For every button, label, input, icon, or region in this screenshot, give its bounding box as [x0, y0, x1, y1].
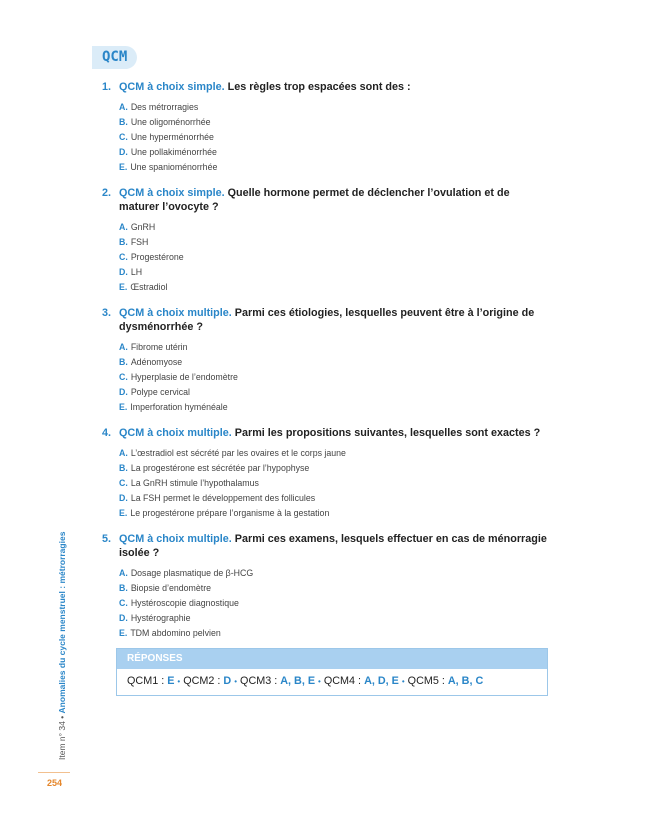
question-3 [102, 306, 552, 415]
option-letter: A. [119, 222, 128, 232]
option-d [119, 145, 552, 160]
option-text: Une oligoménorrhée [130, 117, 211, 127]
option-d [119, 491, 552, 506]
question-type: QCM à choix multiple. [119, 533, 232, 545]
option-text: TDM abdomino pelvien [130, 628, 221, 638]
option-letter: A. [119, 102, 128, 112]
option-letter: B. [119, 463, 128, 473]
answer-value: E [167, 675, 175, 687]
option-c [119, 596, 552, 611]
option-a [119, 100, 552, 115]
question-header [102, 186, 552, 214]
answers-title: RÉPONSES [117, 649, 547, 669]
option-e [119, 400, 552, 415]
section-title: QCM [92, 46, 137, 69]
question-2 [102, 186, 552, 295]
answer-label: QCM3 : [240, 675, 281, 687]
option-text: Hystéroscopie diagnostique [130, 598, 239, 608]
question-type: QCM à choix simple. [119, 81, 225, 93]
option-text: Imperforation hyménéale [130, 402, 228, 412]
option-letter: B. [119, 117, 128, 127]
option-list [119, 566, 552, 641]
option-text: Polype cervical [130, 387, 190, 397]
option-text: Dosage plasmatique de β-HCG [130, 568, 254, 578]
option-list [119, 340, 552, 415]
option-text: Hyperplasie de l’endomètre [130, 372, 238, 382]
option-b [119, 235, 552, 250]
option-text: Progestérone [130, 252, 184, 262]
option-letter: D. [119, 493, 128, 503]
option-text: Œstradiol [130, 282, 168, 292]
answer-value: A, B, C [447, 675, 484, 687]
option-letter: C. [119, 598, 128, 608]
option-letter: C. [119, 132, 128, 142]
question-1 [102, 80, 552, 175]
option-text: L’œstradiol est sécrété par les ovaires et le corps jaune [130, 448, 346, 458]
option-letter: C. [119, 478, 128, 488]
answer-value: D [223, 675, 232, 687]
question-header [102, 306, 552, 334]
option-text: Adénomyose [130, 357, 183, 367]
question-type: QCM à choix simple. [119, 187, 225, 199]
question-4 [102, 426, 552, 521]
answer-value: A, D, E [364, 675, 399, 687]
question-text: Quelle hormone permet de déclencher l’ovulation et de maturer l’ovocyte ? [119, 187, 510, 213]
question-text: Parmi les propositions suivantes, lesquelles sont exactes ? [234, 427, 541, 439]
question-list [102, 80, 552, 652]
option-text: Une spanioménorrhée [130, 162, 218, 172]
option-text: Une hyperménorrhée [130, 132, 214, 142]
question-number: 1. [102, 81, 112, 93]
question-number: 4. [102, 427, 112, 439]
option-list [119, 446, 552, 521]
option-c [119, 250, 552, 265]
option-text: Des métrorragies [130, 102, 199, 112]
option-letter: B. [119, 237, 128, 247]
option-letter: E. [119, 402, 128, 412]
answer-label: QCM1 : [127, 675, 168, 687]
question-number: 5. [102, 533, 112, 545]
answers-line [117, 669, 547, 695]
answer-label: QCM2 : [183, 675, 224, 687]
option-a [119, 220, 552, 235]
question-header [102, 80, 552, 94]
page-number: 254 [47, 778, 63, 788]
question-type: QCM à choix multiple. [119, 307, 232, 319]
question-text: Parmi ces étiologies, lesquelles peuvent être à l’origine de dysménorrhée ? [119, 307, 535, 333]
question-type: QCM à choix multiple. [119, 427, 232, 439]
option-text: La progestérone est sécrétée par l’hypophyse [130, 463, 310, 473]
option-d [119, 385, 552, 400]
question-5 [102, 532, 552, 641]
option-a [119, 446, 552, 461]
option-text: Fibrome utérin [130, 342, 188, 352]
option-c [119, 130, 552, 145]
question-text: Les règles trop espacées sont des : [227, 81, 411, 93]
option-letter: D. [119, 613, 128, 623]
option-b [119, 581, 552, 596]
question-header [102, 426, 552, 440]
answer-separator: • [177, 677, 181, 686]
option-d [119, 265, 552, 280]
answer-label: QCM5 : [407, 675, 448, 687]
option-letter: D. [119, 267, 128, 277]
option-letter: D. [119, 147, 128, 157]
option-text: FSH [130, 237, 149, 247]
option-letter: A. [119, 448, 128, 458]
option-text: La FSH permet le développement des follicules [130, 493, 316, 503]
option-a [119, 566, 552, 581]
option-letter: C. [119, 372, 128, 382]
question-text: Parmi ces examens, lesquels effectuer en cas de ménorragie isolée ? [119, 533, 547, 559]
option-letter: E. [119, 628, 128, 638]
option-text: Hystérographie [130, 613, 191, 623]
option-text: Biopsie d’endomètre [130, 583, 212, 593]
question-number: 3. [102, 307, 112, 319]
chapter-title: Anomalies du cycle menstruel : métrorragies [57, 531, 67, 714]
question-header [102, 532, 552, 560]
option-text: Le progestérone prépare l’organisme à la gestation [130, 508, 330, 518]
option-d [119, 611, 552, 626]
option-letter: E. [119, 282, 128, 292]
chapter-item-number: Item n° 34 • [57, 713, 67, 760]
answer-separator: • [401, 677, 405, 686]
option-list [119, 100, 552, 175]
option-letter: B. [119, 357, 128, 367]
option-letter: A. [119, 568, 128, 578]
option-e [119, 280, 552, 295]
option-a [119, 340, 552, 355]
page-number-rule [38, 772, 70, 773]
option-list [119, 220, 552, 295]
option-e [119, 626, 552, 641]
option-e [119, 506, 552, 521]
option-c [119, 476, 552, 491]
answer-separator: • [234, 677, 238, 686]
option-c [119, 370, 552, 385]
option-letter: C. [119, 252, 128, 262]
option-text: Une pollakiménorrhée [130, 147, 217, 157]
chapter-side-label [57, 532, 67, 760]
option-text: GnRH [130, 222, 156, 232]
answer-value: A, B, E [280, 675, 316, 687]
option-e [119, 160, 552, 175]
answers-box [116, 648, 548, 696]
answer-separator: • [318, 677, 321, 686]
option-b [119, 355, 552, 370]
option-letter: E. [119, 508, 128, 518]
option-b [119, 461, 552, 476]
option-text: La GnRH stimule l’hypothalamus [130, 478, 259, 488]
option-letter: D. [119, 387, 128, 397]
option-letter: E. [119, 162, 128, 172]
option-text: LH [130, 267, 143, 277]
option-letter: B. [119, 583, 128, 593]
question-number: 2. [102, 187, 112, 199]
answer-label: QCM4 : [323, 675, 365, 687]
option-letter: A. [119, 342, 128, 352]
option-b [119, 115, 552, 130]
